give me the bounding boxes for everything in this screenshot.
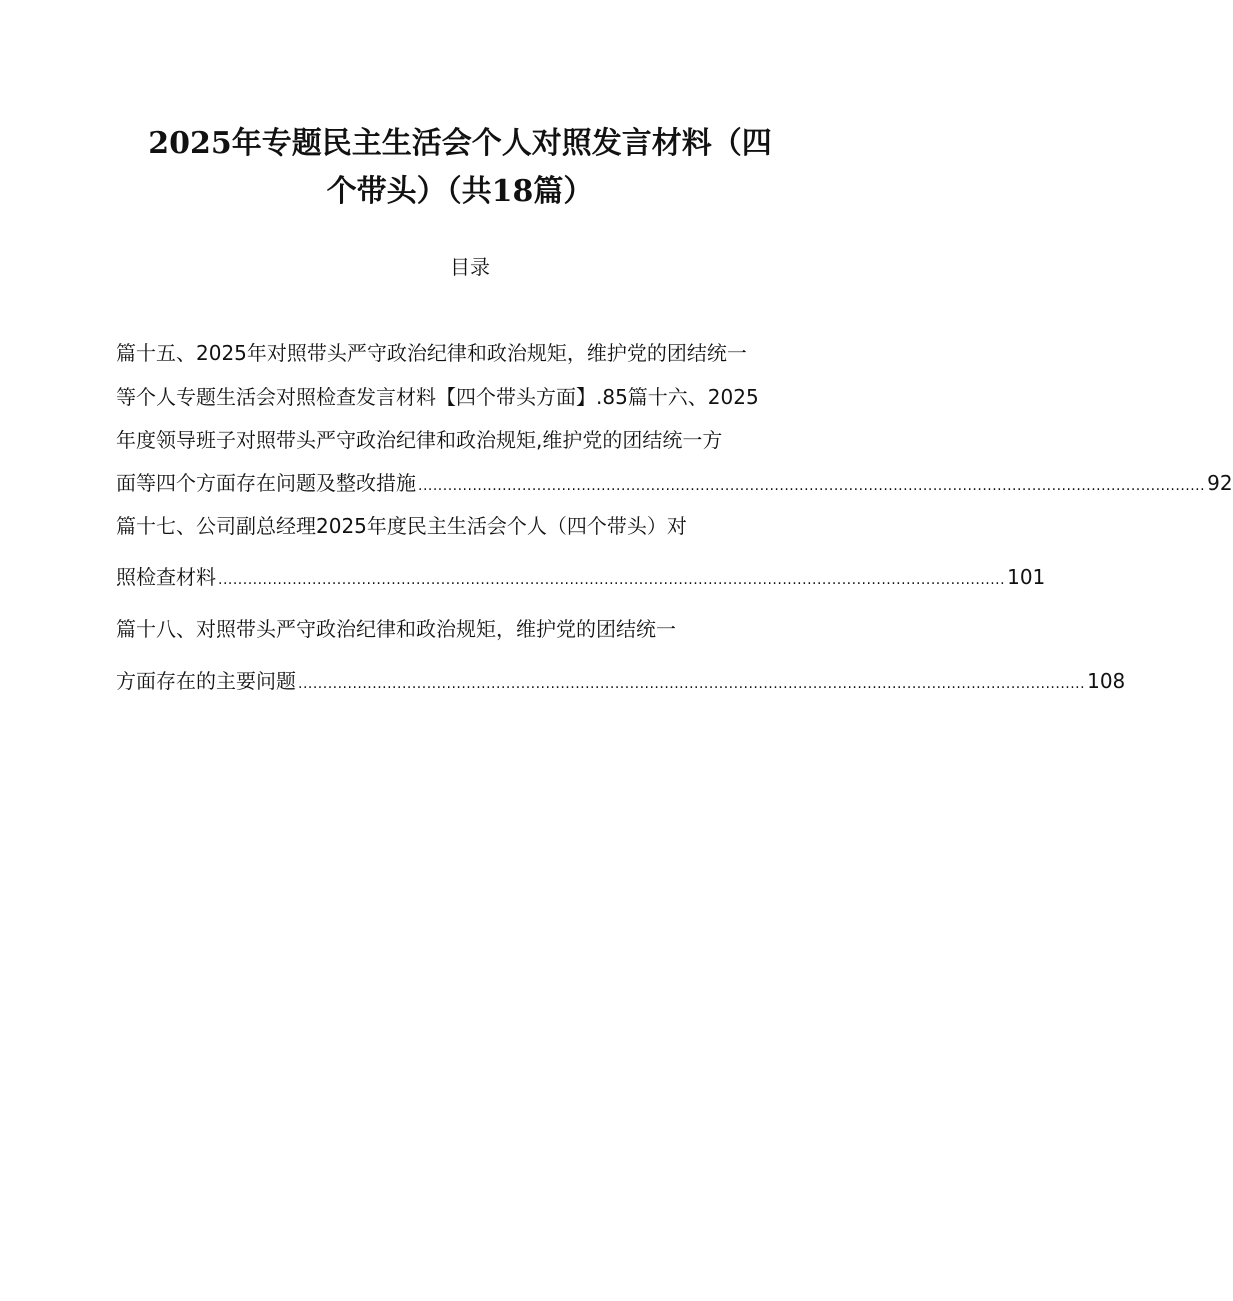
toc-page-number: 108 [1087, 669, 1126, 693]
toc-entry-text: 方面存在的主要问题 [116, 669, 296, 693]
document-title-line1: 2025年专题民主生活会个人对照发言材料（四 [148, 126, 772, 161]
toc-entry-text: 面等四个方面存在问题及整改措施 [116, 471, 416, 495]
toc-entry-15-16-line2[interactable]: 等个人专题生活会对照检查发言材料【四个带头方面】.85篇十六、2025 [116, 385, 759, 409]
toc-entry-17-line2[interactable] [116, 562, 1046, 592]
toc-entry-15-line1[interactable]: 篇十五、2025年对照带头严守政治纪律和政治规矩，维护党的团结统一 [116, 341, 747, 365]
toc-page-number: 101 [1007, 565, 1046, 589]
toc-entry-18-line1[interactable]: 篇十八、对照带头严守政治纪律和政治规矩，维护党的团结统一 [116, 617, 676, 641]
toc-entry-16-line1[interactable]: 年度领导班子对照带头严守政治纪律和政治规矩,维护党的团结统一方 [116, 428, 723, 452]
toc-entry-16-line2[interactable] [116, 468, 1233, 498]
toc-entry-18-line2[interactable] [116, 666, 1126, 696]
toc-leader-dots: ............................................................................................................................................................... [418, 478, 1206, 494]
toc-leader-dots: ............................................................................................................................................................... [218, 572, 1006, 588]
toc-entry-17-line1[interactable]: 篇十七、公司副总经理2025年度民主生活会个人（四个带头）对 [116, 514, 687, 538]
toc-leader-dots: ............................................................................................................................................................... [298, 676, 1086, 692]
toc-entry-text: 照检查材料 [116, 565, 216, 589]
document-title-line2: 个带头）（共18篇） [326, 174, 594, 209]
toc-heading: 目录 [450, 255, 490, 279]
toc-page-number: 92 [1207, 471, 1233, 495]
